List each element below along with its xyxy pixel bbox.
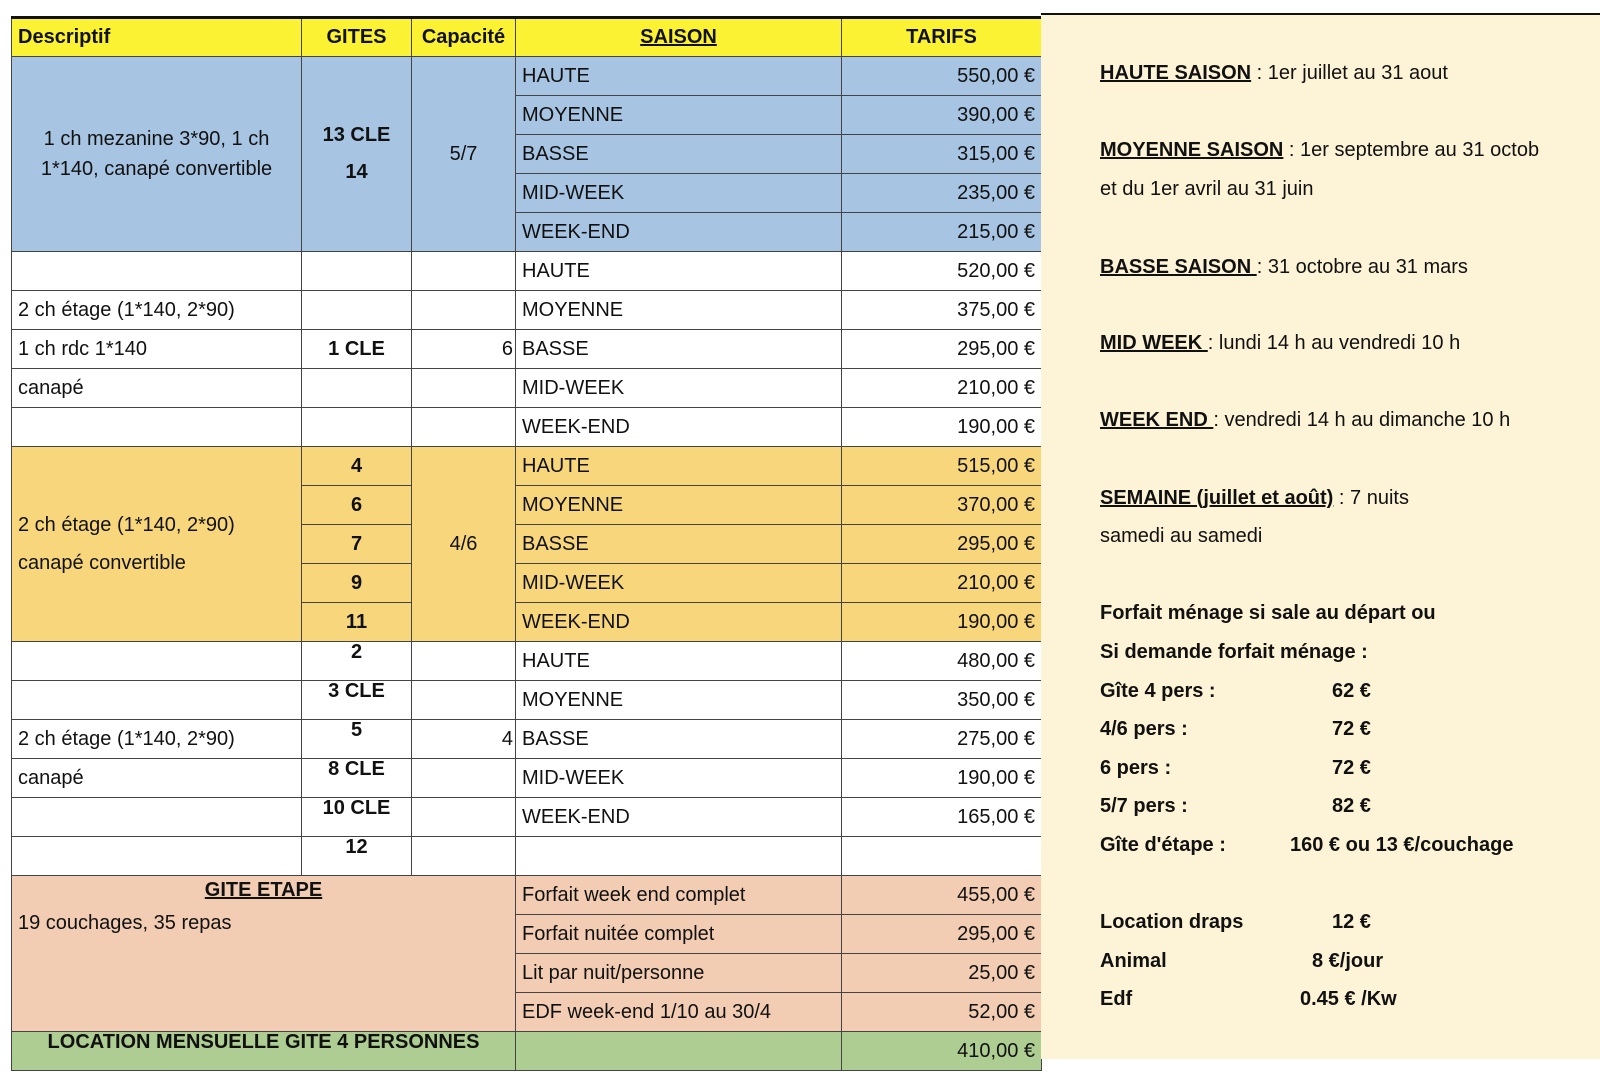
- tarif-cell: 190,00 €: [842, 408, 1042, 447]
- note-text: : 7 nuits: [1333, 487, 1409, 509]
- gites-cell: [302, 291, 412, 330]
- note-label: HAUTE SAISON: [1100, 62, 1252, 84]
- tarif-cell: 390,00 €: [842, 96, 1042, 135]
- table-row: [12, 57, 1042, 96]
- header-capacite: Capacité: [412, 18, 516, 57]
- tarif-cell: 165,00 €: [842, 798, 1042, 837]
- saison-cell: HAUTE: [516, 57, 842, 96]
- table-row: [12, 1032, 1042, 1071]
- gites-cell: 9: [302, 564, 412, 603]
- tarif-cell: 210,00 €: [842, 564, 1042, 603]
- notes-panel: [1041, 14, 1600, 1059]
- gite-etape-tarif: 455,00 €: [842, 876, 1042, 915]
- tarif-cell: 215,00 €: [842, 213, 1042, 252]
- descriptif-cell: 2 ch étage (1*140, 2*90): [12, 291, 302, 330]
- gites-cell: 10 CLE: [302, 798, 412, 837]
- note-label: MID WEEK: [1100, 332, 1208, 354]
- tarif-cell: [842, 837, 1042, 876]
- tarif-cell: 480,00 €: [842, 642, 1042, 681]
- table-header-row: [12, 18, 1042, 57]
- table-row: [12, 681, 1042, 720]
- saison-cell: MID-WEEK: [516, 759, 842, 798]
- saison-cell: WEEK-END: [516, 798, 842, 837]
- table-row: [12, 798, 1042, 837]
- table-row: [12, 876, 1042, 915]
- capacite-cell: [412, 837, 516, 876]
- descriptif-cell: [12, 408, 302, 447]
- extra-row: [1100, 911, 1371, 934]
- gites-cell: 7: [302, 525, 412, 564]
- table-row: [12, 291, 1042, 330]
- note-text: : 1er septembre au 31 octob: [1283, 139, 1540, 161]
- note-moyenne-saison-2: et du 1er avril au 31 juin: [1100, 178, 1314, 200]
- fee-row: [1100, 757, 1371, 780]
- saison-cell: HAUTE: [516, 252, 842, 291]
- extra-value: 12 €: [1332, 911, 1371, 933]
- fee-value: 160 € ou 13 €/couchage: [1290, 834, 1514, 856]
- capacite-cell: [412, 369, 516, 408]
- capacite-cell: [412, 252, 516, 291]
- saison-cell: HAUTE: [516, 447, 842, 486]
- gites-cell: [302, 369, 412, 408]
- table-row: [12, 837, 1042, 876]
- tarif-cell: 520,00 €: [842, 252, 1042, 291]
- fee-label: 5/7 pers :: [1100, 795, 1188, 817]
- fee-value: 82 €: [1332, 795, 1371, 817]
- saison-cell: HAUTE: [516, 642, 842, 681]
- fee-row: [1100, 718, 1371, 741]
- saison-cell: MOYENNE: [516, 681, 842, 720]
- saison-cell: WEEK-END: [516, 408, 842, 447]
- note-semaine: [1100, 487, 1409, 510]
- table-row: [12, 369, 1042, 408]
- tarif-cell: 350,00 €: [842, 681, 1042, 720]
- table-row: [12, 759, 1042, 798]
- descriptif-cell: [12, 642, 302, 681]
- saison-cell: BASSE: [516, 720, 842, 759]
- tarif-cell: 190,00 €: [842, 759, 1042, 798]
- panel-top-border: [1041, 13, 1600, 15]
- forfait-menage-line-2: Si demande forfait ménage :: [1100, 641, 1368, 663]
- fee-row: [1100, 834, 1514, 857]
- note-label: WEEK END: [1100, 409, 1214, 431]
- capacite-cell: 5/7: [412, 57, 516, 252]
- gite-etape-label: EDF week-end 1/10 au 30/4: [516, 993, 842, 1032]
- fee-row: [1100, 795, 1371, 818]
- note-text: : 31 octobre au 31 mars: [1256, 256, 1468, 278]
- extra-label: Animal: [1100, 950, 1167, 972]
- fee-row: [1100, 680, 1371, 703]
- note-mid-week: [1100, 332, 1460, 355]
- saison-cell: MID-WEEK: [516, 369, 842, 408]
- fee-label: 4/6 pers :: [1100, 718, 1188, 740]
- descriptif-cell: [12, 447, 302, 642]
- gites-cell: 2: [302, 642, 412, 681]
- saison-cell: MID-WEEK: [516, 174, 842, 213]
- tarif-cell: 375,00 €: [842, 291, 1042, 330]
- forfait-menage-line-1: Forfait ménage si sale au départ ou: [1100, 602, 1436, 624]
- note-text: : 1er juillet au 31 aout: [1251, 62, 1448, 84]
- header-tarifs: TARIFS: [842, 18, 1042, 57]
- gite-etape-label: Forfait week end complet: [516, 876, 842, 915]
- extra-label: Location draps: [1100, 911, 1244, 933]
- header-saison: SAISON: [516, 18, 842, 57]
- capacite-cell: [412, 642, 516, 681]
- extra-value: 8 €/jour: [1312, 950, 1384, 972]
- capacite-cell: 6: [412, 330, 516, 369]
- gites-cell: 6: [302, 486, 412, 525]
- fee-value: 62 €: [1332, 680, 1371, 702]
- saison-cell: BASSE: [516, 330, 842, 369]
- note-label: BASSE SAISON: [1100, 256, 1257, 278]
- capacite-cell: 4/6: [412, 447, 516, 642]
- note-week-end: [1100, 409, 1510, 432]
- tarif-cell: 210,00 €: [842, 369, 1042, 408]
- descriptif-line: canapé convertible: [18, 552, 186, 574]
- extra-value: 0.45 € /Kw: [1300, 988, 1397, 1010]
- descriptif-cell: [12, 681, 302, 720]
- gite-etape-tarif: 25,00 €: [842, 954, 1042, 993]
- tarif-cell: 315,00 €: [842, 135, 1042, 174]
- table-row: [12, 330, 1042, 369]
- descriptif-cell: 1 ch mezanine 3*90, 1 ch 1*140, canapé convertible: [12, 57, 302, 252]
- descriptif-cell: canapé: [12, 759, 302, 798]
- note-basse-saison: [1100, 256, 1468, 279]
- gites-cell: 12: [302, 837, 412, 876]
- descriptif-cell: [12, 252, 302, 291]
- gites-cell: 5: [302, 720, 412, 759]
- gites-cell: [302, 408, 412, 447]
- note-label: MOYENNE SAISON: [1100, 139, 1284, 161]
- gites-cell: 3 CLE: [302, 681, 412, 720]
- location-mensuelle-saison: [516, 1032, 842, 1071]
- gite-etape-label: Lit par nuit/personne: [516, 954, 842, 993]
- extra-row: [1100, 950, 1384, 973]
- tarif-cell: 550,00 €: [842, 57, 1042, 96]
- saison-cell: MID-WEEK: [516, 564, 842, 603]
- descriptif-cell: [12, 837, 302, 876]
- table-row: [12, 408, 1042, 447]
- tarif-cell: 190,00 €: [842, 603, 1042, 642]
- gites-cell: 11: [302, 603, 412, 642]
- saison-cell: WEEK-END: [516, 603, 842, 642]
- table-row: [12, 252, 1042, 291]
- extra-label: Edf: [1100, 988, 1133, 1010]
- fee-value: 72 €: [1332, 757, 1371, 779]
- capacite-cell: [412, 759, 516, 798]
- note-label: SEMAINE (juillet et août): [1100, 487, 1334, 509]
- capacite-cell: [412, 798, 516, 837]
- gite-etape-label: Forfait nuitée complet: [516, 915, 842, 954]
- tarif-cell: 235,00 €: [842, 174, 1042, 213]
- saison-cell: BASSE: [516, 135, 842, 174]
- descriptif-line: 2 ch étage (1*140, 2*90): [18, 514, 235, 536]
- tarif-cell: 295,00 €: [842, 525, 1042, 564]
- capacite-cell: 4: [412, 720, 516, 759]
- note-moyenne-saison: [1100, 139, 1539, 162]
- gite-etape-tarif: 295,00 €: [842, 915, 1042, 954]
- note-haute-saison: [1100, 62, 1448, 85]
- location-mensuelle-label: LOCATION MENSUELLE GITE 4 PERSONNES: [12, 1032, 516, 1071]
- gites-cell: [302, 252, 412, 291]
- capacite-cell: [412, 291, 516, 330]
- gites-cell: 4: [302, 447, 412, 486]
- saison-cell: WEEK-END: [516, 213, 842, 252]
- saison-cell: MOYENNE: [516, 291, 842, 330]
- table-row: [12, 447, 1042, 486]
- capacite-cell: [412, 681, 516, 720]
- descriptif-cell: 1 ch rdc 1*140: [12, 330, 302, 369]
- note-text: : lundi 14 h au vendredi 10 h: [1207, 332, 1461, 354]
- tarif-cell: 275,00 €: [842, 720, 1042, 759]
- saison-cell: [516, 837, 842, 876]
- table-row: [12, 642, 1042, 681]
- gite-etape-title: GITE ETAPE: [204, 879, 323, 901]
- gites-cell: 1 CLE: [302, 330, 412, 369]
- header-gites: GITES: [302, 18, 412, 57]
- descriptif-cell: [12, 798, 302, 837]
- location-mensuelle-tarif: 410,00 €: [842, 1032, 1042, 1071]
- extra-row: [1100, 988, 1397, 1011]
- fee-label: Gîte 4 pers :: [1100, 680, 1216, 702]
- saison-cell: MOYENNE: [516, 96, 842, 135]
- gite-etape-tarif: 52,00 €: [842, 993, 1042, 1032]
- tarif-cell: 295,00 €: [842, 330, 1042, 369]
- note-text: : vendredi 14 h au dimanche 10 h: [1213, 409, 1511, 431]
- header-descriptif: Descriptif: [12, 18, 302, 57]
- fee-label: 6 pers :: [1100, 757, 1172, 779]
- tarifs-table: [11, 16, 1042, 1071]
- gites-cell: [302, 57, 412, 252]
- capacite-cell: [412, 408, 516, 447]
- table-row: [12, 720, 1042, 759]
- fee-value: 72 €: [1332, 718, 1371, 740]
- tarif-cell: 515,00 €: [842, 447, 1042, 486]
- gite-number: 13 CLE: [322, 124, 391, 146]
- gites-cell: 8 CLE: [302, 759, 412, 798]
- saison-cell: MOYENNE: [516, 486, 842, 525]
- gite-etape-subtitle: 19 couchages, 35 repas: [18, 912, 232, 934]
- gite-number: 14: [345, 161, 368, 183]
- fee-label: Gîte d'étape :: [1100, 834, 1226, 856]
- gite-etape-cell: [12, 876, 516, 1032]
- tarif-cell: 370,00 €: [842, 486, 1042, 525]
- descriptif-cell: canapé: [12, 369, 302, 408]
- note-semaine-2: samedi au samedi: [1100, 525, 1263, 547]
- descriptif-cell: 2 ch étage (1*140, 2*90): [12, 720, 302, 759]
- saison-cell: BASSE: [516, 525, 842, 564]
